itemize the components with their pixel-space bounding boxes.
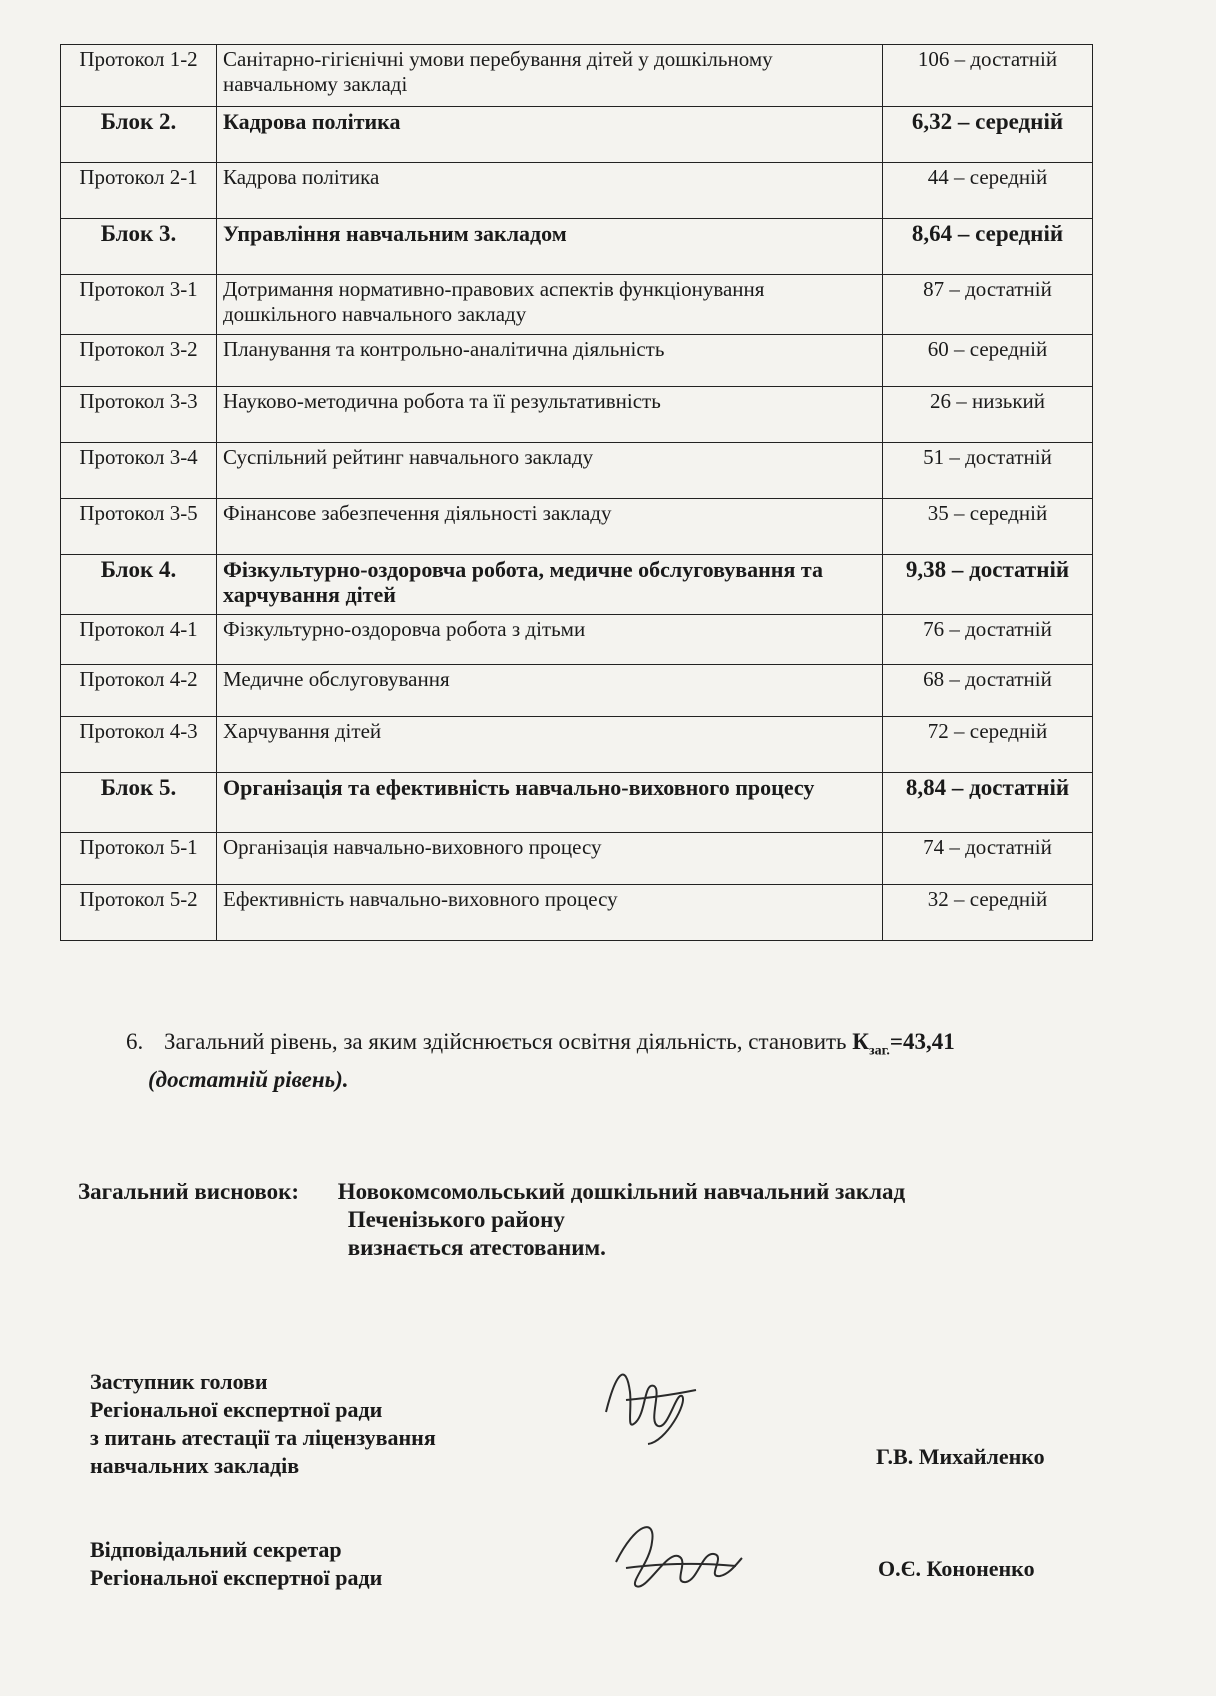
signatory-deputy-name: Г.В. Михайленко <box>876 1444 1045 1469</box>
conclusion-line: визнається атестованим. <box>347 1235 606 1260</box>
row-value-cell: 74 – достатній <box>883 833 1093 885</box>
row-code-cell: Протокол 4-1 <box>61 615 217 665</box>
overall-level-rating: (достатній рівень). <box>148 1066 349 1092</box>
row-code-cell: Блок 2. <box>61 107 217 163</box>
overall-level-text: Загальний рівень, за яким здійснюється освітня діяльність, становить <box>164 1029 847 1054</box>
row-code-cell: Блок 5. <box>61 773 217 833</box>
protocol-row <box>61 163 1093 219</box>
signatory-title-line: навчальних закладів <box>90 1453 300 1478</box>
protocol-row <box>61 615 1093 665</box>
row-title-cell: Управління навчальним закладом <box>217 219 883 275</box>
protocol-row <box>61 387 1093 443</box>
row-value-cell: 8,64 – середній <box>883 219 1093 275</box>
row-value-cell: 9,38 – достатній <box>883 555 1093 615</box>
row-value-cell: 60 – середній <box>883 335 1093 387</box>
row-code-cell: Протокол 3-5 <box>61 499 217 555</box>
protocol-row <box>61 499 1093 555</box>
row-title-cell: Санітарно-гігієнічні умови перебування дітей у дошкільному навчальному закладі <box>217 45 883 107</box>
row-title-cell: Фізкультурно-оздоровча робота з дітьми <box>217 615 883 665</box>
signature-deputy <box>596 1352 706 1452</box>
protocol-row <box>61 443 1093 499</box>
row-value-cell: 44 – середній <box>883 163 1093 219</box>
row-value-cell: 32 – середній <box>883 885 1093 941</box>
row-code-cell: Протокол 5-2 <box>61 885 217 941</box>
row-title-cell: Медичне обслуговування <box>217 665 883 717</box>
signature-secretary <box>606 1512 746 1602</box>
protocol-row <box>61 665 1093 717</box>
row-code-cell: Протокол 5-1 <box>61 833 217 885</box>
signatory-title-line: з питань атестації та ліцензування <box>90 1425 436 1450</box>
protocol-row <box>61 885 1093 941</box>
row-value-cell: 6,32 – середній <box>883 107 1093 163</box>
row-value-cell: 72 – середній <box>883 717 1093 773</box>
row-value-cell: 35 – середній <box>883 499 1093 555</box>
conclusion-body <box>338 1178 905 1262</box>
overall-coefficient <box>852 1029 955 1059</box>
row-value-cell: 51 – достатній <box>883 443 1093 499</box>
row-title-cell: Суспільний рейтинг навчального закладу <box>217 443 883 499</box>
block-row <box>61 219 1093 275</box>
protocol-row <box>61 833 1093 885</box>
row-value-cell: 87 – достатній <box>883 275 1093 335</box>
row-value-cell: 68 – достатній <box>883 665 1093 717</box>
row-title-cell: Організація та ефективність навчально-виховного процесу <box>217 773 883 833</box>
row-title-cell: Планування та контрольно-аналітична діяльність <box>217 335 883 387</box>
row-title-cell: Фінансове забезпечення діяльності закладу <box>217 499 883 555</box>
row-title-cell: Фізкультурно-оздоровча робота, медичне обслуговування та харчування дітей <box>217 555 883 615</box>
protocol-row <box>61 717 1093 773</box>
assessment-table-body <box>61 45 1093 941</box>
assessment-table <box>60 44 1093 941</box>
signatory-title-line: Регіональної експертної ради <box>90 1397 383 1422</box>
row-code-cell: Протокол 3-1 <box>61 275 217 335</box>
row-code-cell: Протокол 3-3 <box>61 387 217 443</box>
row-title-cell: Науково-методична робота та її результативність <box>217 387 883 443</box>
block-row <box>61 555 1093 615</box>
row-value-cell: 106 – достатній <box>883 45 1093 107</box>
conclusion-label: Загальний висновок: <box>78 1179 300 1204</box>
row-code-cell: Протокол 3-2 <box>61 335 217 387</box>
protocol-row <box>61 335 1093 387</box>
row-title-cell: Кадрова політика <box>217 163 883 219</box>
row-title-cell: Кадрова політика <box>217 107 883 163</box>
row-value-cell: 76 – достатній <box>883 615 1093 665</box>
row-title-cell: Дотримання нормативно-правових аспектів функціонування дошкільного навчального закладу <box>217 275 883 335</box>
row-code-cell: Протокол 4-2 <box>61 665 217 717</box>
conclusion-line: Новокомсомольський дошкільний навчальний заклад <box>337 1179 906 1204</box>
row-code-cell: Протокол 2-1 <box>61 163 217 219</box>
block-row <box>61 107 1093 163</box>
signatory-title-line: Регіональної експертної ради <box>90 1565 383 1590</box>
row-value-cell: 8,84 – достатній <box>883 773 1093 833</box>
coefficient-symbol: К <box>852 1029 869 1054</box>
coefficient-value: =43,41 <box>889 1029 955 1054</box>
signatory-deputy-title <box>90 1368 436 1480</box>
row-code-cell: Блок 3. <box>61 219 217 275</box>
coefficient-subscript: заг. <box>868 1043 890 1059</box>
row-value-cell: 26 – низький <box>883 387 1093 443</box>
protocol-row <box>61 45 1093 107</box>
row-title-cell: Харчування дітей <box>217 717 883 773</box>
paragraph-number: 6. <box>126 1029 144 1054</box>
signatory-secretary-name: О.Є. Кононенко <box>878 1556 1035 1581</box>
signatory-title-line: Заступник голови <box>90 1369 268 1394</box>
row-title-cell: Організація навчально-виховного процесу <box>217 833 883 885</box>
row-title-cell: Ефективність навчально-виховного процесу <box>217 885 883 941</box>
overall-level-paragraph <box>126 1028 1086 1094</box>
protocol-row <box>61 275 1093 335</box>
row-code-cell: Протокол 1-2 <box>61 45 217 107</box>
conclusion-line: Печенізького району <box>347 1207 565 1232</box>
row-code-cell: Блок 4. <box>61 555 217 615</box>
signatory-secretary-title <box>90 1536 382 1592</box>
signatory-title-line: Відповідальний секретар <box>90 1537 342 1562</box>
general-conclusion <box>78 1178 1078 1262</box>
block-row <box>61 773 1093 833</box>
row-code-cell: Протокол 4-3 <box>61 717 217 773</box>
row-code-cell: Протокол 3-4 <box>61 443 217 499</box>
